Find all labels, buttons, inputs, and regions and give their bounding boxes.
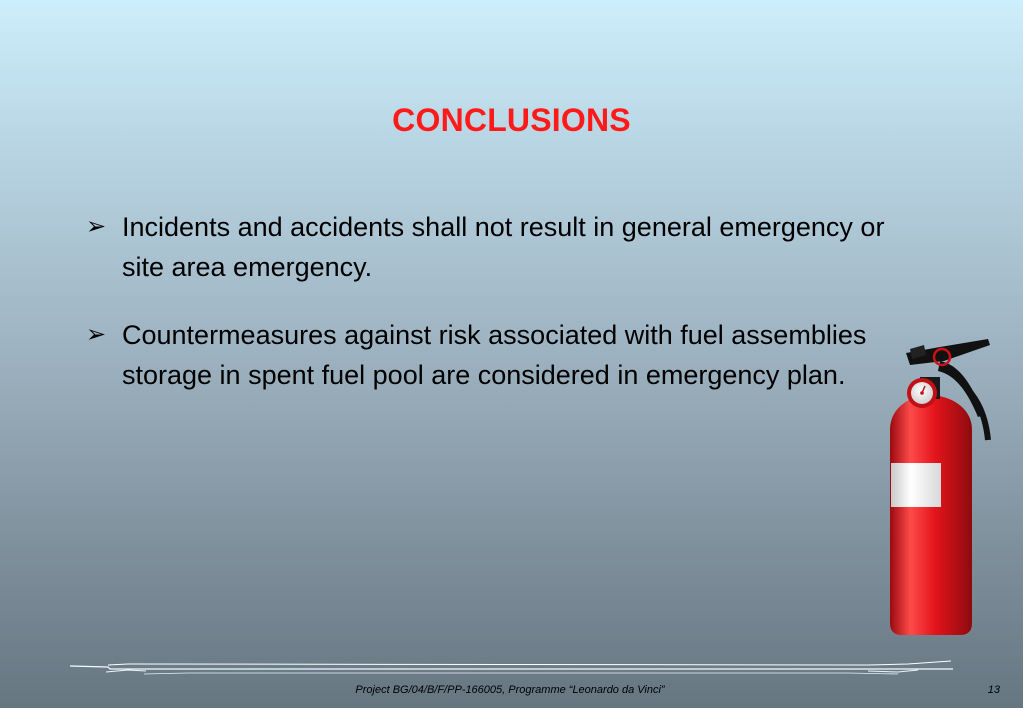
slide-title: CONCLUSIONS xyxy=(392,102,631,138)
bullet-item xyxy=(86,207,906,287)
bullet-text: Countermeasures against risk associated with fuel assemblies storage in spent fuel pool are considered in emergency plan. xyxy=(122,320,867,390)
fire-extinguisher-icon xyxy=(880,335,1000,637)
bullet-list xyxy=(86,207,906,423)
page-number: 13 xyxy=(987,684,1000,696)
bullet-arrow-icon: ➢ xyxy=(86,321,107,348)
footer-project-text: Project BG/04/B/F/PP-166005, Programme “Leonardo da Vinci” xyxy=(355,684,665,696)
bullet-arrow-icon: ➢ xyxy=(86,213,107,240)
bullet-text: Incidents and accidents shall not result in general emergency or site area emergency. xyxy=(122,212,885,282)
bullet-item xyxy=(86,315,906,395)
footer-divider xyxy=(68,657,953,681)
